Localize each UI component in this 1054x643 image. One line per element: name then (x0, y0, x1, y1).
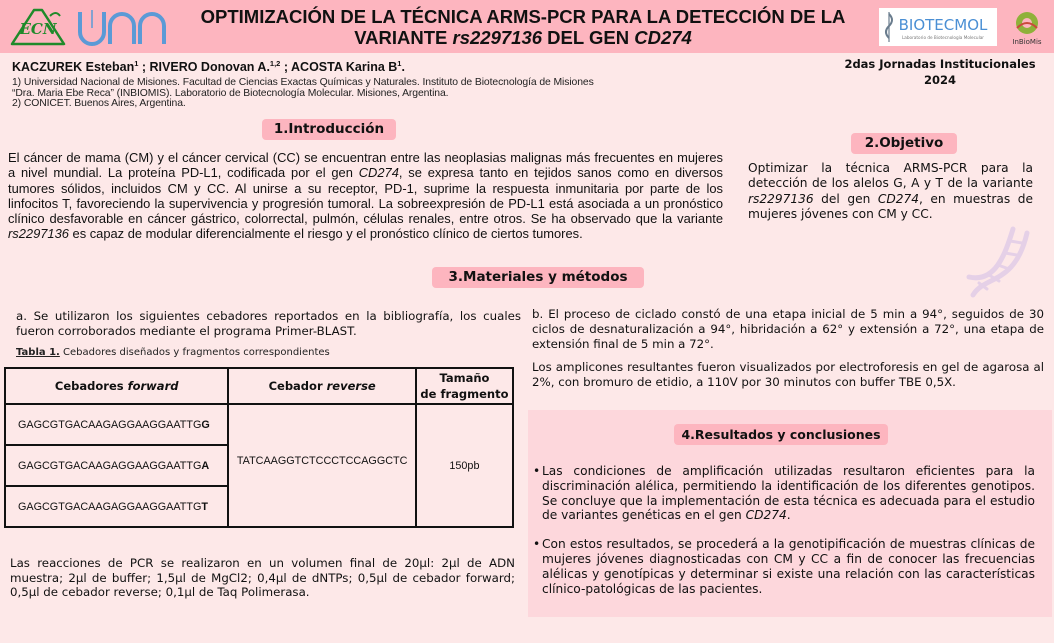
text-run: del gen (813, 191, 878, 206)
primer-sequence: GAGCGTGACAAGAGGAAGGAATTG (18, 500, 202, 513)
header-italic: forward (127, 379, 179, 393)
header-forward (5, 368, 228, 404)
affiliations (12, 78, 732, 110)
introduccion-text (8, 150, 723, 242)
list-item (533, 464, 1035, 523)
author-name: RIVERO Donovan A. (149, 60, 270, 75)
affiliation-2: 2) CONICET. Buenos Aires, Argentina. (12, 98, 186, 109)
text-run: El cáncer de mama (CM) y el cáncer cervical (CC) se encuentran entre las neoplasias malignas más frecuentes en mujeres a nivel mundial. La proteína PD-L1, codificada por el gen (8, 150, 723, 181)
author-sep: ; (280, 60, 292, 75)
table-caption-text: Cebadores diseñados y fragmentos correspondientes (59, 347, 330, 358)
gene-name: CD274 (877, 191, 919, 206)
table-row (5, 404, 513, 445)
header-text: Cebador (268, 379, 327, 393)
biotecmol-logo (879, 8, 997, 46)
variant-name: rs2297136 (8, 226, 69, 242)
reverse-primer-cell: TATCAAGGTCTCCCTCCAGGCTC (228, 404, 415, 527)
primer-sequence: GAGCGTGACAAGAGGAAGGAATTG (18, 418, 202, 431)
table-header-row (5, 368, 513, 404)
primers-table (4, 367, 514, 528)
header-italic: reverse (326, 379, 376, 393)
title-variant: rs2297136 (452, 27, 543, 48)
gene-name: CD274 (745, 508, 787, 523)
primer-allele: T (201, 500, 208, 513)
list-item (533, 537, 1035, 596)
results-list (533, 464, 1035, 610)
title-gene: CD274 (634, 27, 692, 48)
author-sep: ; (138, 60, 150, 75)
gene-name: CD274 (358, 165, 399, 181)
forward-primer-cell (5, 445, 228, 486)
inbiomis-wordmark: InBioMis (1012, 38, 1042, 46)
affiliation-1-line-2: “Dra. Maria Ebe Reca” (INBIOMIS). Laboratorio de Biotecnología Molecular. Misiones, Argentina. (12, 87, 449, 99)
biotecmol-wordmark: BIOTECMOL (898, 16, 988, 34)
fce-logo-icon (8, 6, 68, 48)
event-name: 2das Jornadas Institucionales (844, 57, 1036, 71)
author-affil-sup: 1,2 (269, 59, 281, 68)
inbiomis-logo-icon (1004, 8, 1050, 50)
text-run: es capaz de modular diferencialmente el riesgo y el pronóstico clínico de ciertos tumores. (68, 226, 583, 242)
title-text: DEL GEN (542, 27, 635, 48)
text-run: Las condiciones de amplificación utilizadas resultaron eficientes para la discriminación alélica, permitiendo la identificación de los diferentes genotipos. Se concluye que la implementación de esta técnica es adecuada para el estudio de variantes genéticas en el gen (542, 464, 1035, 523)
primer-allele: A (201, 459, 210, 472)
unm-logo-icon (76, 6, 172, 48)
affiliation-1-line-1: 1) Universidad Nacional de Misiones. Facultad de Ciencias Exactas Químicas y Naturales. Instituto de Biotecnología de Misiones (12, 77, 594, 88)
text-run: . (786, 508, 791, 523)
header-text: Tamaño (439, 371, 490, 385)
amplicones-text: Los amplicones resultantes fueron visualizados por electroforesis en gel de agarosa al 2%, con bromuro de etidio, a 110V por 30 minutos con buffer TBE 0,5X. (532, 360, 1044, 389)
poster-header (0, 0, 1054, 53)
author-affil-sup: 1 (134, 59, 139, 68)
text-run: Con estos resultados, se procederá a la genotipificación de muestras clínicas de mujeres jóvenes diagnosticadas con CM y CC a fin de conocer las frecuencias alélicas y genotípicas y determinar si existe una relación con las características clínico-patológicas de las pacientes. (542, 537, 1035, 596)
section-title-resultados: 4.Resultados y conclusiones (674, 424, 888, 445)
title-line-1: OPTIMIZACIÓN DE LA TÉCNICA ARMS-PCR PARA LA DETECCIÓN DE LA (200, 6, 846, 27)
biotecmol-logo-icon (879, 8, 997, 46)
title-text: VARIANTE (354, 27, 453, 48)
biotecmol-subtitle: Laboratorio de Biotecnología Molecular (901, 35, 985, 40)
materiales-b-text: b. El proceso de ciclado constó de una etapa inicial de 5 min a 94°, seguidos de 30 ciclos de desnaturalización a 94°, hibridación a 62° y extensión a 72°, una etapa de extensión final de 5 min a 72°. (532, 307, 1044, 351)
fragment-size-cell: 150pb (416, 404, 513, 527)
text-run: , en muestras de mujeres jóvenes con CM y CC. (748, 191, 1033, 221)
header-size (416, 368, 513, 404)
header-reverse (228, 368, 415, 404)
author-affil-sup: 1 (397, 59, 402, 68)
title-line-2 (178, 27, 868, 48)
table-caption (16, 347, 330, 358)
dna-watermark-icon (965, 225, 1035, 300)
objetivo-text (748, 161, 1033, 222)
forward-primer-cell (5, 486, 228, 527)
variant-name: rs2297136 (748, 191, 814, 206)
text-run: Optimizar la técnica ARMS-PCR para la detección de los alelos G, A y T de la variante (748, 161, 1033, 191)
pcr-text: Las reacciones de PCR se realizaron en un volumen final de 20µl: 2µl de ADN muestra; 2µl de buffer; 1,5µl de MgCl2; 0,4µl de dNTPs; 0,5µl de cebador forward; 0,5µl de cebador reverse; 0,1µl de Taq Polimerasa. (10, 556, 515, 600)
section-title-introduccion: 1.Introducción (262, 119, 396, 140)
author-end: . (401, 60, 405, 75)
table-caption-label: Tabla 1. (16, 347, 60, 358)
event-label (840, 56, 1040, 88)
event-year: 2024 (923, 73, 956, 87)
text-run: , se expresa tanto en tejidos sanos como en diversos tumores sólidos, incluidos CM y CC. Al unirse a su receptor, PD-1, suprime la respuesta inmunitaria por parte de los linfocitos T, favoreciendo la supervivencia y progresión tumoral. La sobreexpresión de PD-L1 está asociada a un pronóstico clínico desfavorable en cáncer gástrico, colorrectal, pulmón, células renales, entre otros. Se ha observado que la variante (8, 165, 723, 227)
poster-title (178, 6, 868, 48)
header-text: de fragmento (420, 387, 509, 401)
primer-allele: G (201, 418, 210, 431)
svg-text:ECN: ECN (19, 20, 57, 38)
forward-primer-cell (5, 404, 228, 445)
header-text: Cebadores (54, 379, 128, 393)
materiales-a-text: a. Se utilizaron los siguientes cebadores reportados en la bibliografía, los cuales fueron corroborados mediante el programa Primer-BLAST. (16, 309, 521, 338)
section-title-materiales: 3.Materiales y métodos (432, 267, 644, 288)
primer-sequence: GAGCGTGACAAGAGGAAGGAATTG (18, 459, 202, 472)
author-name: KACZUREK Esteban (12, 60, 135, 75)
section-title-objetivo: 2.Objetivo (851, 133, 957, 154)
authors (12, 59, 405, 74)
author-name: ACOSTA Karina B (291, 60, 398, 75)
bullet-icon: • (533, 464, 541, 478)
bullet-icon: • (533, 537, 541, 552)
